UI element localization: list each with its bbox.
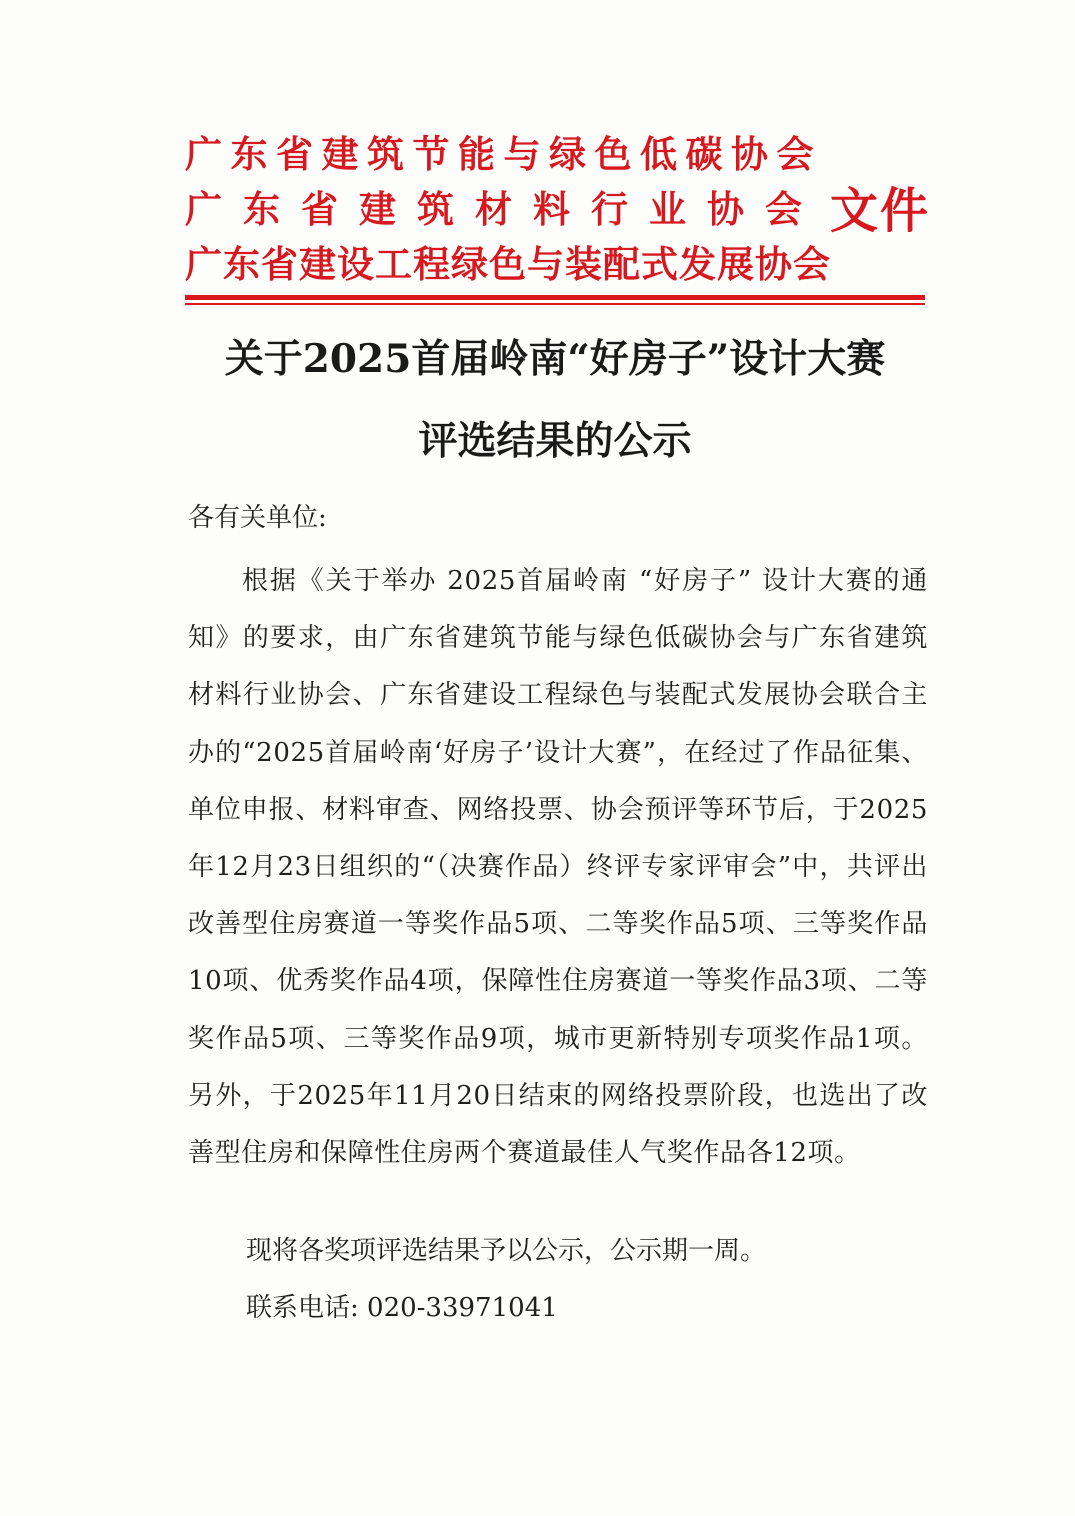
document-title-line-2: 评选结果的公示 [418,418,692,464]
main-paragraph: 根据《关于举办 2025首届岭南 “好房子” 设计大赛的通知》的要求，由广东省建筑节能与绿色低碳协会与广东省建筑材料行业协会、广东省建设工程绿色与装配式发展协会联合主办的“2025首届岭南‘好房子’设计大赛”，在经过了作品征集、单位申报、材料审查、网络投票、协会预评等环节后，于2025年12月23日组织的“（决赛作品）终评专家评审会”中，共评出改善型住房赛道一等奖作品5项、二等奖作品5项、三等奖作品10项、优秀奖作品4项，保障性住房赛道一等奖作品3项、二等奖作品5项、三等奖作品9项，城市更新特别专项奖作品1项。另外，于2025年11月20日结束的网络投票阶段，也选出了改善型住房和保障性住房两个赛道最佳人气奖作品各12项。 [188,566,928,1169]
document-type-label: 文件 [830,183,931,239]
org-name-2: 广东省建筑材料行业协会 [185,188,823,231]
contact-phone: 联系电话: 020-33971041 [246,1293,558,1323]
org-name-1: 广东省建筑节能与绿色低碳协会 [185,133,822,176]
header-divider-thin [185,303,925,305]
salutation: 各有关单位: [188,503,327,533]
org-name-3: 广东省建设工程绿色与装配式发展协会 [185,243,831,286]
document-header [185,128,931,286]
header-divider-thick [185,295,925,300]
notice-paragraph: 现将各奖项评选结果予以公示，公示期一周。 [246,1236,767,1266]
document-title-line-1: 关于2025首届岭南“好房子”设计大赛 [224,336,886,382]
